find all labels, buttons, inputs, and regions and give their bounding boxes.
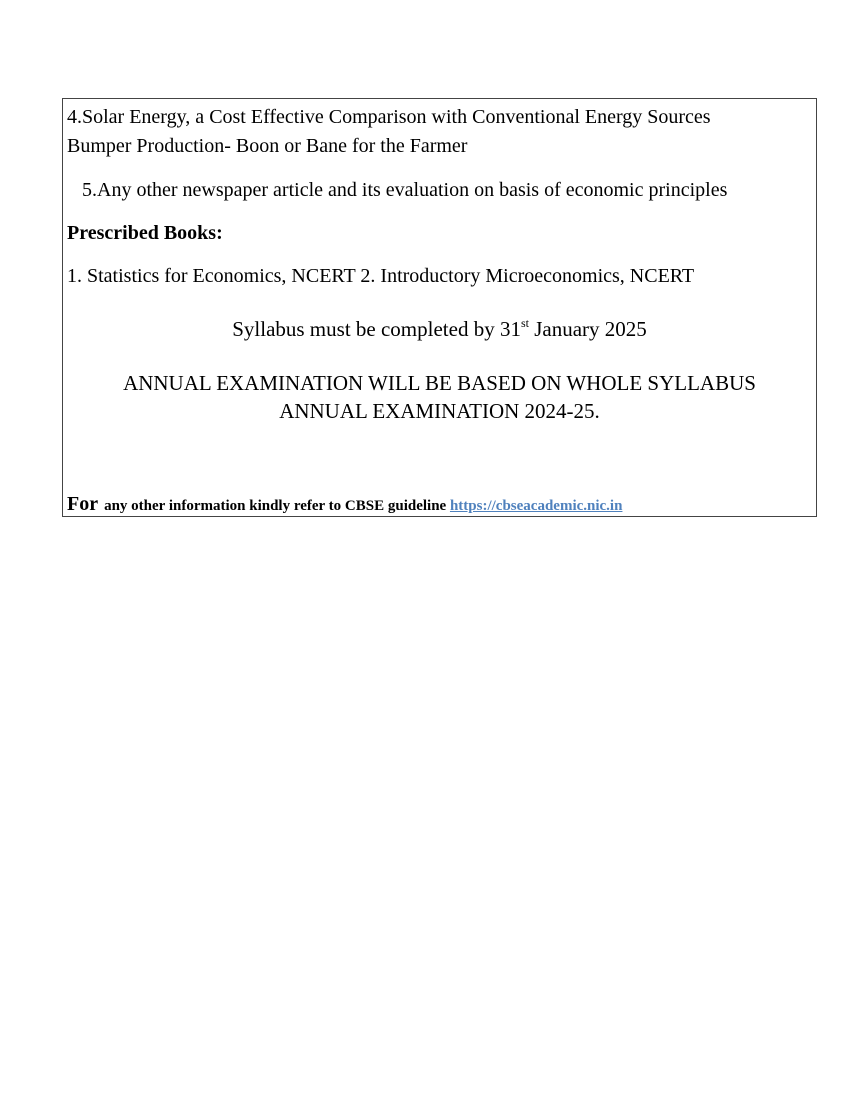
item-5: 5.Any other newspaper article and its evaluation on basis of economic principles — [82, 179, 728, 201]
cbse-link[interactable]: https://cbseacademic.nic.in — [449, 498, 623, 514]
footer-for: For — [67, 493, 99, 515]
prescribed-books-list: 1. Statistics for Economics, NCERT 2. Introductory Microeconomics, NCERT — [67, 265, 695, 287]
deadline-suffix: January 2025 — [528, 317, 647, 341]
item-4-line-1: 4.Solar Energy, a Cost Effective Comparison with Conventional Energy Sources — [67, 106, 711, 128]
footer-text: any other information kindly refer to CBSE guideline — [104, 498, 450, 514]
item-4-line-2: Bumper Production- Boon or Bane for the Farmer — [67, 135, 468, 157]
exam-notice-line-1: ANNUAL EXAMINATION WILL BE BASED ON WHOLE SYLLABUS — [123, 371, 756, 395]
prescribed-books-heading: Prescribed Books: — [67, 222, 223, 244]
exam-notice-line-2: ANNUAL EXAMINATION 2024-25. — [279, 399, 600, 423]
deadline-superscript: st — [520, 316, 529, 330]
footer-note — [67, 493, 622, 516]
syllabus-deadline — [63, 317, 816, 341]
syllabus-content-box — [62, 98, 817, 517]
deadline-prefix: Syllabus must be completed by 31 — [232, 317, 521, 341]
